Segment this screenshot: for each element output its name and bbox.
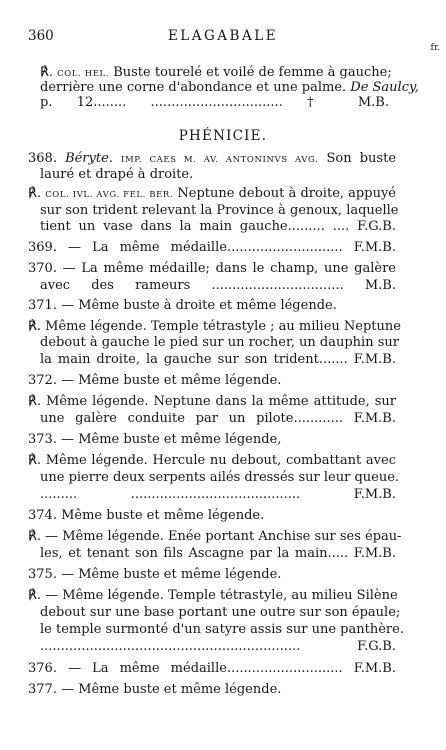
text-line: [40, 639, 396, 655]
text-run: [113, 151, 121, 166]
text-line: [40, 80, 419, 96]
text-run: ............................................................... F.G.B.: [40, 639, 396, 654]
text-line: [28, 394, 396, 410]
text-run: une galère conduite par un pilote............ F.M.B.: [40, 411, 396, 426]
text-line: [28, 529, 402, 545]
running-title: ELAGABALE: [167, 28, 279, 44]
text-line: [40, 487, 396, 503]
text-line: [40, 278, 396, 294]
text-run: ℟. — Même légende. Temple tétrastyle, au milieu Silène: [28, 588, 398, 603]
text-run: COL. HEL.: [57, 69, 110, 79]
text-run: COL. IVL. AVG. FEL. BER.: [45, 190, 174, 200]
text-run: debout à gauche le pied sur un rocher, un dauphin sur: [40, 335, 399, 350]
section-title: PHÉNICIE.: [178, 128, 268, 144]
text-run: 370. — La même médaille; dans le champ, une galère: [28, 261, 396, 276]
text-line: [40, 470, 400, 486]
text-run: Son buste: [318, 151, 397, 166]
text-run: 375. — Même buste et même légende.: [28, 567, 282, 582]
text-line: [28, 567, 281, 583]
text-run: une pierre deux serpents ailés dressés sur leur queue.: [40, 470, 400, 485]
text-line: [28, 588, 396, 604]
text-run: la main droite, la gauche sur son trident....... F.M.B.: [40, 352, 396, 367]
text-run: lauré et drapé à droite.: [40, 167, 194, 182]
text-run: tient un vase dans la main gauche......... .... F.G.B.: [40, 219, 396, 234]
page-header: [28, 28, 418, 46]
text-run: ℟. Même légende. Neptune dans la même attitude, sur: [28, 394, 396, 409]
text-line: [40, 622, 404, 638]
text-line: [28, 432, 281, 448]
text-run: Neptune debout à droite, appuyé: [173, 186, 396, 201]
text-line: [40, 167, 193, 183]
text-run: ℟. Même légende. Hercule nu debout, combattant avec: [28, 453, 396, 468]
text-run: 374. Même buste et même légende.: [28, 508, 265, 523]
text-run: 376. — La même médaille............................ F.M.B.: [28, 661, 396, 676]
text-line: [40, 411, 396, 427]
text-run: 369. — La même médaille............................ F.M.B.: [28, 240, 396, 255]
page-number: 360: [28, 28, 54, 44]
text-run: le temple surmonté d'un satyre assis sur une panthère.: [40, 622, 404, 637]
text-line: [40, 219, 396, 235]
text-run: les, et tenant son fils Ascagne par la main..... F.M.B.: [40, 546, 396, 561]
text-run: Buste tourelé et voilé de femme à gauche;: [109, 65, 392, 80]
text-run: avec des rameurs ................................ M.B.: [40, 278, 396, 293]
text-run: 372. — Même buste et même légende.: [28, 373, 282, 388]
text-run: Béryte.: [65, 151, 113, 166]
text-run: 368.: [28, 151, 66, 166]
text-run: ......... ......................................... F.M.B.: [40, 487, 396, 502]
margin-note: fr.: [430, 43, 440, 53]
text-line: [40, 546, 396, 562]
text-line: [40, 335, 399, 351]
text-line: [28, 373, 281, 389]
text-run: 373. — Même buste et même légende,: [28, 432, 282, 447]
text-line: [28, 298, 337, 314]
text-run: ℟.: [28, 186, 46, 201]
text-line: [28, 151, 396, 168]
text-run: De Saulcy,: [350, 80, 419, 95]
text-line: [28, 240, 396, 256]
text-line: [28, 261, 396, 277]
text-line: [28, 319, 401, 335]
text-line: [28, 186, 396, 203]
text-run: 377. — Même buste et même légende.: [28, 682, 282, 697]
text-line: [28, 661, 396, 677]
text-line: [40, 203, 399, 219]
text-run: debout sur une base portant une outre sur son épaule;: [40, 605, 401, 620]
text-line: [28, 508, 264, 524]
text-line: [40, 605, 401, 621]
text-run: p. 12........ ................................ † M.B.: [40, 95, 389, 110]
text-run: ℟. Même légende. Temple tétrastyle ; au milieu Neptune: [28, 319, 401, 334]
text-line: [40, 95, 389, 111]
text-line: [28, 453, 396, 469]
text-run: sur son trident relevant la Province à genoux, laquelle: [40, 203, 399, 218]
text-line: [40, 352, 396, 368]
text-run: ℟. — Même légende. Enée portant Anchise sur ses épau-: [28, 529, 402, 544]
text-run: ℟.: [40, 65, 58, 80]
text-run: 371. — Même buste à droite et même légende.: [28, 298, 337, 313]
text-run: IMP. CAES M. AV. ANTONINVS AVG.: [121, 155, 319, 165]
text-line: [28, 682, 281, 698]
text-run: derrière une corne d'abondance et une palme.: [40, 80, 351, 95]
